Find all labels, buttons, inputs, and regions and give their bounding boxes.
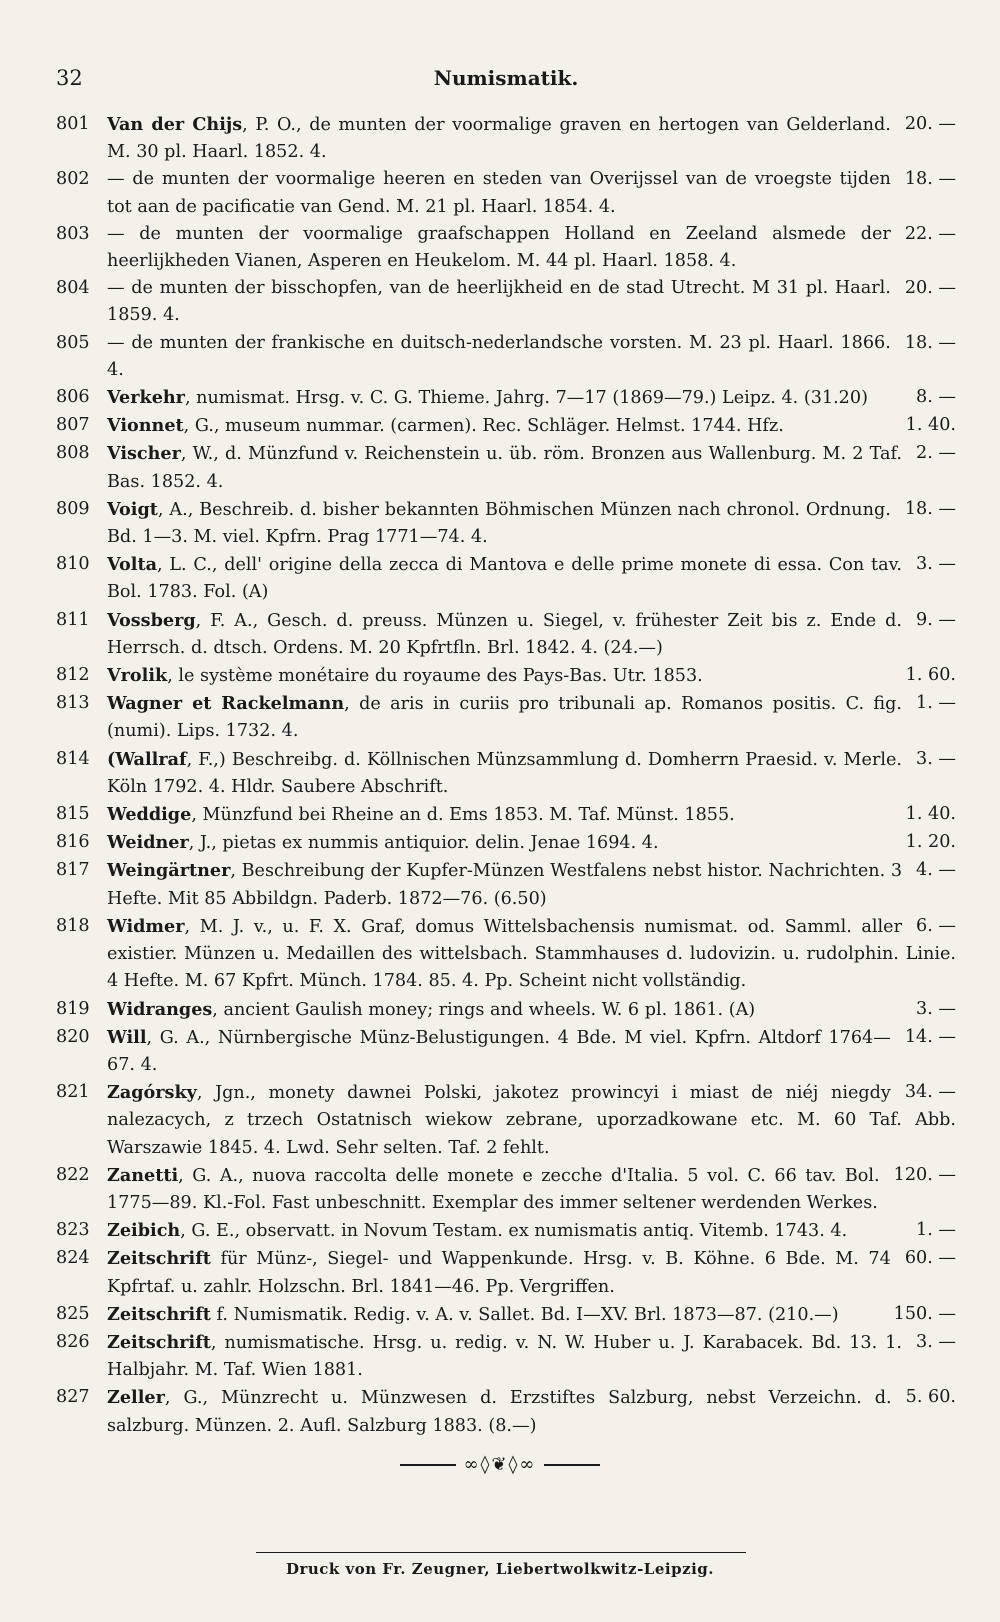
entry-author: Volta <box>107 554 157 576</box>
printer-imprint: Druck von Fr. Zeugner, Liebertwolkwitz-Leipzig. <box>285 1560 714 1578</box>
entry-number: 815 <box>56 804 90 825</box>
entry-text: , numismatische. Hrsg. u. redig. v. N. W. Huber u. J. Karabacek. Bd. 13. 1. Halbjahr. M. Taf. Wien 1881. <box>107 1332 903 1381</box>
entry-price: 20. — <box>904 278 956 299</box>
entry-number: 805 <box>56 332 90 353</box>
catalog-entry <box>56 221 956 275</box>
page-number: 32 <box>56 66 83 90</box>
entry-author: (Wallraf <box>107 748 187 770</box>
entry-price: 18. — <box>904 498 956 519</box>
entry-author: Zeibich <box>107 1220 181 1242</box>
entry-price: 1. 60. <box>905 665 956 686</box>
entry-price: 4. — <box>916 860 956 881</box>
entry-author: Zanetti <box>107 1164 179 1186</box>
catalog-entry <box>56 996 956 1024</box>
entry-text: , M. J. v., u. F. X. Graf, domus Wittelsbachensis numismat. od. Samml. aller existier. Münzen u. Medaillen des wittelsbach. Stammhauses d. ludovizin. u. rudolphin. Linie. 4 Hefte. M. 67 Kpfrt. Münch. 1784. 85. 4. Pp. Scheint nicht vollständig. <box>107 916 956 992</box>
entry-price: 1. — <box>916 693 956 714</box>
entry-text: , W., d. Münzfund v. Reichenstein u. üb. röm. Bronzen aus Wallenburg. M. 2 Taf. Bas. 1852. 4. <box>107 444 903 492</box>
entry-number: 810 <box>56 554 90 575</box>
entry-number: 818 <box>56 915 90 936</box>
catalog-entry <box>56 551 956 606</box>
entry-price: 2. — <box>916 443 956 464</box>
entry-number: 801 <box>56 114 90 134</box>
entry-text: , J., pietas ex nummis antiquior. delin. Jenae 1694. 4. <box>188 833 659 854</box>
entry-text: , F. A., Gesch. d. preuss. Münzen u. Siegel, v. frühester Zeit bis z. Ende d. Herrsch. d. dtsch. Ordens. M. 20 Kpfrtfln. Brl. 1842. 4. (24.—) <box>107 610 903 658</box>
entry-author: Vischer <box>107 443 181 465</box>
entry-text: — de munten der voormalige graafschappen Holland en Zeeland alsmede der heerlijkheden Vianen, Asperen en Heukelom. M. 44 pl. Haarl. 1858. 4. <box>107 223 891 272</box>
entry-number: 812 <box>56 665 90 686</box>
entry-price: 6. — <box>916 915 956 936</box>
catalog-entry <box>56 330 956 384</box>
entry-price: 5. 60. <box>905 1387 956 1408</box>
catalog-entry <box>56 166 956 220</box>
running-title: Numismatik. <box>433 66 579 90</box>
catalog-entry <box>56 607 956 662</box>
entry-price: 120. — <box>893 1164 956 1185</box>
entry-text: , le système monétaire du royaume des Pays-Bas. Utr. 1853. <box>167 666 703 687</box>
entry-price: 1. 40. <box>905 415 956 436</box>
entry-text: — de munten der bisschopfen, van de heerlijkheid en de stad Utrecht. M 31 pl. Haarl. 1859. 4. <box>107 278 891 326</box>
catalog-entry <box>56 440 956 495</box>
entry-text: , numismat. Hrsg. v. C. G. Thieme. Jahrg. 7—17 (1869—79.) Leipz. 4. (31.20) <box>184 388 868 409</box>
entry-author: Zagórsky <box>107 1082 197 1104</box>
catalog-entry <box>56 1079 956 1162</box>
entry-number: 807 <box>56 415 90 436</box>
entry-number: 819 <box>56 998 90 1019</box>
entry-author: Weidner <box>107 832 189 854</box>
catalog-entry <box>56 1384 956 1439</box>
catalog-entry <box>56 801 956 829</box>
entry-price: 3. — <box>916 1331 956 1352</box>
catalog-entry <box>56 275 956 329</box>
entry-number: 824 <box>56 1248 90 1269</box>
entry-price: 34. — <box>904 1082 956 1103</box>
catalog-entry <box>56 384 956 412</box>
entry-price: 18. — <box>904 332 956 353</box>
catalog-entry <box>56 412 956 440</box>
entry-text: , A., Beschreib. d. bisher bekannten Böhmischen Münzen nach chronol. Ordnung. Bd. 1—3. M. viel. Kpfrn. Prag 1771—74. 4. <box>107 499 891 548</box>
entry-number: 823 <box>56 1220 90 1241</box>
entry-author: Zeitschrift <box>107 1303 211 1325</box>
entry-text: , ancient Gaulish money; rings and wheels. W. 6 pl. 1861. (A) <box>212 999 756 1020</box>
entry-text: , G., museum nummar. (carmen). Rec. Schläger. Helmst. 1744. Hfz. <box>183 416 784 437</box>
entry-author: Will <box>107 1026 147 1048</box>
entry-number: 806 <box>56 387 90 408</box>
catalog-list <box>56 111 956 1440</box>
entry-text: , L. C., dell' origine della zecca di Mantova e delle prime monete di essa. Con tav. Bol. 1783. Fol. (A) <box>107 555 903 603</box>
entry-price: 60. — <box>904 1248 956 1269</box>
entry-text: , G. A., nuova raccolta delle monete e zecche d'Italia. 5 vol. C. 66 tav. Bol. 1775—89. Kl.-Fol. Fast unbeschnitt. Exemplar des immer seltener werdenden Werkes. <box>107 1165 880 1213</box>
catalog-entry <box>56 746 956 801</box>
catalog-entry <box>56 857 956 912</box>
entry-text: für Münz-, Siegel- und Wappenkunde. Hrsg. v. B. Köhne. 6 Bde. M. 74 Kpfrtaf. u. zahlr. Holzschn. Brl. 1841—46. Pp. Vergriffen. <box>107 1249 891 1297</box>
entry-text: f. Numismatik. Redig. v. A. v. Sallet. Bd. I—XV. Brl. 1873—87. (210.—) <box>210 1304 839 1325</box>
entry-text: — de munten der frankische en duitsch-nederlandsche vorsten. M. 23 pl. Haarl. 1866. 4. <box>107 332 891 380</box>
catalog-entry <box>56 1162 956 1217</box>
entry-price: 150. — <box>893 1303 956 1324</box>
catalog-entry <box>56 496 956 551</box>
entry-number: 820 <box>56 1026 90 1047</box>
entry-text: — de munten der voormalige heeren en steden van Overijssel van de vroegste tijden tot aan de pacificatie van Gend. M. 21 pl. Haarl. 1854. 4. <box>107 169 891 217</box>
entry-number: 817 <box>56 860 90 881</box>
catalog-entry <box>56 111 956 166</box>
entry-text: , Beschreibung der Kupfer-Münzen Westfalens nebst histor. Nachrichten. 3 Hefte. Mit 85 Abbildgn. Paderb. 1872—76. (6.50) <box>107 861 903 909</box>
catalog-entry <box>56 690 956 745</box>
catalog-entry <box>56 829 956 857</box>
page-header <box>56 58 956 98</box>
catalog-entry <box>56 1329 956 1384</box>
entry-text: , G., Münzrecht u. Münzwesen d. Erzstiftes Salzburg, nebst Verzeichn. d. salzburg. Münzen. 2. Aufl. Salzburg 1883. (8.—) <box>107 1388 892 1436</box>
entry-number: 802 <box>56 169 90 190</box>
entry-number: 821 <box>56 1082 90 1103</box>
entry-price: 1. 40. <box>905 804 956 825</box>
entry-price: 22. — <box>904 223 956 244</box>
entry-number: 822 <box>56 1164 90 1185</box>
entry-author: Wagner et Rackelmann <box>107 693 345 715</box>
catalog-entry <box>56 1301 956 1329</box>
entry-price: 1. 20. <box>905 832 956 853</box>
entry-author: Weddige <box>107 804 192 826</box>
entry-price: 9. — <box>916 609 956 630</box>
entry-number: 804 <box>56 278 90 299</box>
catalog-entry <box>56 913 956 996</box>
entry-author: Widranges <box>107 998 213 1020</box>
entry-price: 8. — <box>916 387 956 408</box>
entry-number: 813 <box>56 693 90 714</box>
entry-number: 803 <box>56 223 90 244</box>
entry-number: 811 <box>56 609 90 630</box>
entry-number: 814 <box>56 748 90 769</box>
entry-author: Van der Chijs <box>107 114 243 135</box>
entry-author: Verkehr <box>107 387 185 409</box>
entry-price: 1. — <box>916 1220 956 1241</box>
entry-number: 809 <box>56 498 90 519</box>
ornament-divider: ∞◊❦◊∞ <box>0 1454 1000 1475</box>
entry-author: Vionnet <box>107 415 184 437</box>
entry-number: 816 <box>56 832 90 853</box>
entry-price: 3. — <box>916 748 956 769</box>
entry-number: 808 <box>56 443 90 464</box>
entry-text: , Jgn., monety dawnei Polski, jakotez prowincyi i miast de niéj niegdy nalezacych, z trzech Ostatnisch wiekow zebrane, uporzadkowane etc. M. 60 Taf. Abb. Warszawie 1845. 4. Lwd. Sehr selten. Taf. 2 fehlt. <box>107 1083 956 1158</box>
footer-rule <box>256 1552 746 1553</box>
entry-author: Widmer <box>107 915 185 937</box>
entry-author: Voigt <box>107 498 158 520</box>
entry-price: 14. — <box>904 1026 956 1047</box>
entry-author: Zeller <box>107 1387 165 1409</box>
entry-text: , G. E., observatt. in Novum Testam. ex numismatis antiq. Vitemb. 1743. 4. <box>180 1221 848 1242</box>
entry-author: Vrolik <box>107 665 168 687</box>
entry-text: , Münzfund bei Rheine an d. Ems 1853. M. Taf. Münst. 1855. <box>191 805 735 826</box>
entry-price: 18. — <box>904 169 956 190</box>
entry-author: Weingärtner <box>107 860 231 882</box>
entry-author: Zeitschrift <box>107 1248 211 1270</box>
entry-author: Vossberg <box>107 609 196 631</box>
catalog-entry <box>56 1217 956 1245</box>
entry-text: , P. O., de munten der voormalige graven en hertogen van Gelderland. M. 30 pl. Haarl. 1852. 4. <box>107 115 891 163</box>
entry-price: 3. — <box>916 998 956 1019</box>
entry-number: 826 <box>56 1331 90 1352</box>
entry-author: Zeitschrift <box>107 1331 211 1353</box>
entry-text: , de aris in curiis pro tribunali ap. Romanos positis. C. fig. (numi). Lips. 1732. 4. <box>107 694 903 742</box>
catalog-entry <box>56 662 956 690</box>
entry-number: 827 <box>56 1387 90 1408</box>
catalog-entry <box>56 1245 956 1300</box>
entry-price: 20. — <box>904 114 956 134</box>
entry-price: 3. — <box>916 554 956 575</box>
entry-number: 825 <box>56 1303 90 1324</box>
catalog-entry <box>56 1024 956 1079</box>
entry-text: , F.,) Beschreibg. d. Köllnischen Münzsammlung d. Domherrn Praesid. v. Merle. Köln 1792. 4. Hldr. Saubere Abschrift. <box>107 749 903 797</box>
entry-text: , G. A., Nürnbergische Münz-Belustigungen. 4 Bde. M viel. Kpfrn. Altdorf 1764—67. 4. <box>107 1027 891 1075</box>
